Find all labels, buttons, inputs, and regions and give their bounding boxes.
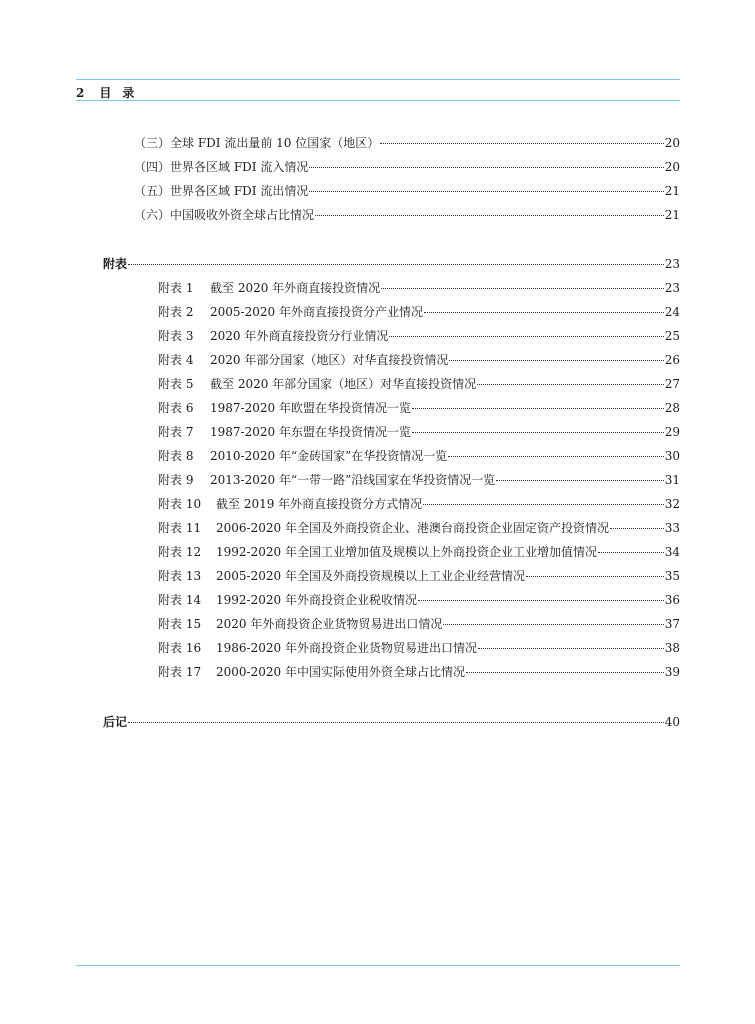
toc-section-appendix[interactable] <box>103 255 680 273</box>
toc-leader <box>424 312 664 313</box>
appendix-number: 附表 6 <box>158 401 194 415</box>
appendix-title: 1992-2020 年全国工业增加值及规模以上外商投资企业工业增加值情况 <box>216 545 597 559</box>
appendix-title: 1987-2020 年东盟在华投资情况一览 <box>210 425 411 439</box>
appendix-title: 截至 2019 年外商直接投资分方式情况 <box>216 497 423 511</box>
toc-leader <box>478 648 664 649</box>
appendix-page: 38 <box>664 641 680 655</box>
toc-leader <box>309 167 663 168</box>
appendix-number: 附表 3 <box>158 329 194 343</box>
appendix-page: 23 <box>664 281 680 295</box>
appendix-page: 28 <box>664 401 680 415</box>
appendix-number: 附表 11 <box>158 521 202 535</box>
toc-leader <box>598 552 664 553</box>
appendix-title: 1987-2020 年欧盟在华投资情况一览 <box>210 401 411 415</box>
appendix-title: 2013-2020 年“一带一路”沿线国家在华投资情况一览 <box>210 473 496 487</box>
toc-leader <box>412 408 664 409</box>
appendix-number: 附表 17 <box>158 665 202 679</box>
appendix-number: 附表 12 <box>158 545 202 559</box>
appendix-page: 37 <box>664 617 680 631</box>
toc-entry-label: （五）世界各区域 FDI 流出情况 <box>134 184 309 198</box>
toc-section-page: 23 <box>664 257 680 271</box>
toc-appendix-entry[interactable] <box>158 639 680 657</box>
appendix-page: 25 <box>664 329 680 343</box>
toc-appendix-entry[interactable] <box>158 375 680 393</box>
appendix-page: 36 <box>664 593 680 607</box>
footer-rule <box>76 965 680 966</box>
appendix-number: 附表 13 <box>158 569 202 583</box>
appendix-number: 附表 9 <box>158 473 194 487</box>
appendix-number: 附表 10 <box>158 497 202 511</box>
toc-section-label: 后记 <box>103 715 128 729</box>
appendix-number: 附表 1 <box>158 281 194 295</box>
toc-entry[interactable] <box>134 134 680 152</box>
toc-entry[interactable] <box>134 158 680 176</box>
header-title-char-2: 录 <box>122 86 136 100</box>
appendix-title: 2000-2020 年中国实际使用外资全球占比情况 <box>216 665 465 679</box>
toc-leader <box>423 504 664 505</box>
toc-appendix-entry[interactable] <box>158 303 680 321</box>
toc-entry-label: （三）全球 FDI 流出量前 10 位国家（地区） <box>134 136 380 150</box>
appendix-page: 26 <box>664 353 680 367</box>
toc-appendix-entry[interactable] <box>158 519 680 537</box>
appendix-title: 2005-2020 年外商直接投资分产业情况 <box>210 305 423 319</box>
toc-appendix-entry[interactable] <box>158 567 680 585</box>
toc-entry-page: 21 <box>664 208 680 222</box>
toc-leader <box>610 528 664 529</box>
header-bottom-rule <box>76 100 680 101</box>
appendix-number: 附表 15 <box>158 617 202 631</box>
toc-entry-page: 21 <box>664 184 680 198</box>
toc-leader <box>412 432 664 433</box>
appendix-page: 29 <box>664 425 680 439</box>
toc-appendix-entry[interactable] <box>158 591 680 609</box>
toc-leader <box>466 672 664 673</box>
appendix-title: 2005-2020 年全国及外商投资规模以上工业企业经营情况 <box>216 569 525 583</box>
toc-appendix-entry[interactable] <box>158 423 680 441</box>
toc-section-page: 40 <box>664 715 680 729</box>
appendix-page: 33 <box>664 521 680 535</box>
toc-appendix-entry[interactable] <box>158 471 680 489</box>
appendix-page: 35 <box>664 569 680 583</box>
toc-leader <box>128 264 664 265</box>
appendix-title: 截至 2020 年部分国家（地区）对华直接投资情况 <box>210 377 477 391</box>
appendix-title: 1992-2020 年外商投资企业税收情况 <box>216 593 417 607</box>
toc-leader <box>418 600 664 601</box>
header-top-rule <box>76 79 680 80</box>
appendix-page: 32 <box>664 497 680 511</box>
appendix-title: 2020 年外商直接投资分行业情况 <box>210 329 389 343</box>
toc-appendix-entry[interactable] <box>158 543 680 561</box>
toc-appendix-entry[interactable] <box>158 327 680 345</box>
appendix-page: 24 <box>664 305 680 319</box>
appendix-number: 附表 14 <box>158 593 202 607</box>
toc-appendix-entry[interactable] <box>158 399 680 417</box>
toc-entry-page: 20 <box>664 160 680 174</box>
toc-leader <box>448 456 664 457</box>
toc-entry-label: （四）世界各区域 FDI 流入情况 <box>134 160 309 174</box>
toc-section-label: 附表 <box>103 257 128 271</box>
toc-leader <box>526 576 664 577</box>
toc-leader <box>381 288 664 289</box>
toc-appendix-entry[interactable] <box>158 663 680 681</box>
toc-appendix-entry[interactable] <box>158 351 680 369</box>
toc-section-postscript[interactable] <box>103 713 680 731</box>
header-title-char-1: 目 <box>99 86 113 100</box>
toc-leader <box>443 624 663 625</box>
appendix-title: 1986-2020 年外商投资企业货物贸易进出口情况 <box>216 641 477 655</box>
appendix-page: 39 <box>664 665 680 679</box>
toc-leader <box>449 360 663 361</box>
toc-leader <box>309 191 663 192</box>
appendix-title: 2020 年部分国家（地区）对华直接投资情况 <box>210 353 449 367</box>
appendix-title: 2006-2020 年全国及外商投资企业、港澳台商投资企业固定资产投资情况 <box>216 521 609 535</box>
appendix-number: 附表 7 <box>158 425 194 439</box>
appendix-number: 附表 2 <box>158 305 194 319</box>
appendix-number: 附表 16 <box>158 641 202 655</box>
toc-leader <box>128 722 664 723</box>
toc-entry[interactable] <box>134 206 680 224</box>
appendix-title: 2020 年外商投资企业货物贸易进出口情况 <box>216 617 443 631</box>
appendix-number: 附表 8 <box>158 449 194 463</box>
toc-entry-label: （六）中国吸收外资全球占比情况 <box>134 208 315 222</box>
toc-leader <box>315 215 664 216</box>
appendix-title: 2010-2020 年“金砖国家”在华投资情况一览 <box>210 449 448 463</box>
appendix-number: 附表 5 <box>158 377 194 391</box>
appendix-number: 附表 4 <box>158 353 194 367</box>
appendix-title: 截至 2020 年外商直接投资情况 <box>210 281 381 295</box>
toc-appendix-entry[interactable] <box>158 615 680 633</box>
toc-leader <box>477 384 664 385</box>
appendix-page: 30 <box>664 449 680 463</box>
appendix-page: 34 <box>664 545 680 559</box>
toc-leader <box>380 143 664 144</box>
toc-entry-page: 20 <box>664 136 680 150</box>
toc-entry[interactable] <box>134 182 680 200</box>
toc-leader <box>496 480 664 481</box>
toc-appendix-entry[interactable] <box>158 495 680 513</box>
toc-leader <box>389 336 663 337</box>
appendix-page: 31 <box>664 473 680 487</box>
toc-appendix-entry[interactable] <box>158 447 680 465</box>
toc-appendix-entry[interactable] <box>158 279 680 297</box>
page-number: 2 <box>76 86 86 100</box>
appendix-page: 27 <box>664 377 680 391</box>
running-header <box>76 84 135 101</box>
